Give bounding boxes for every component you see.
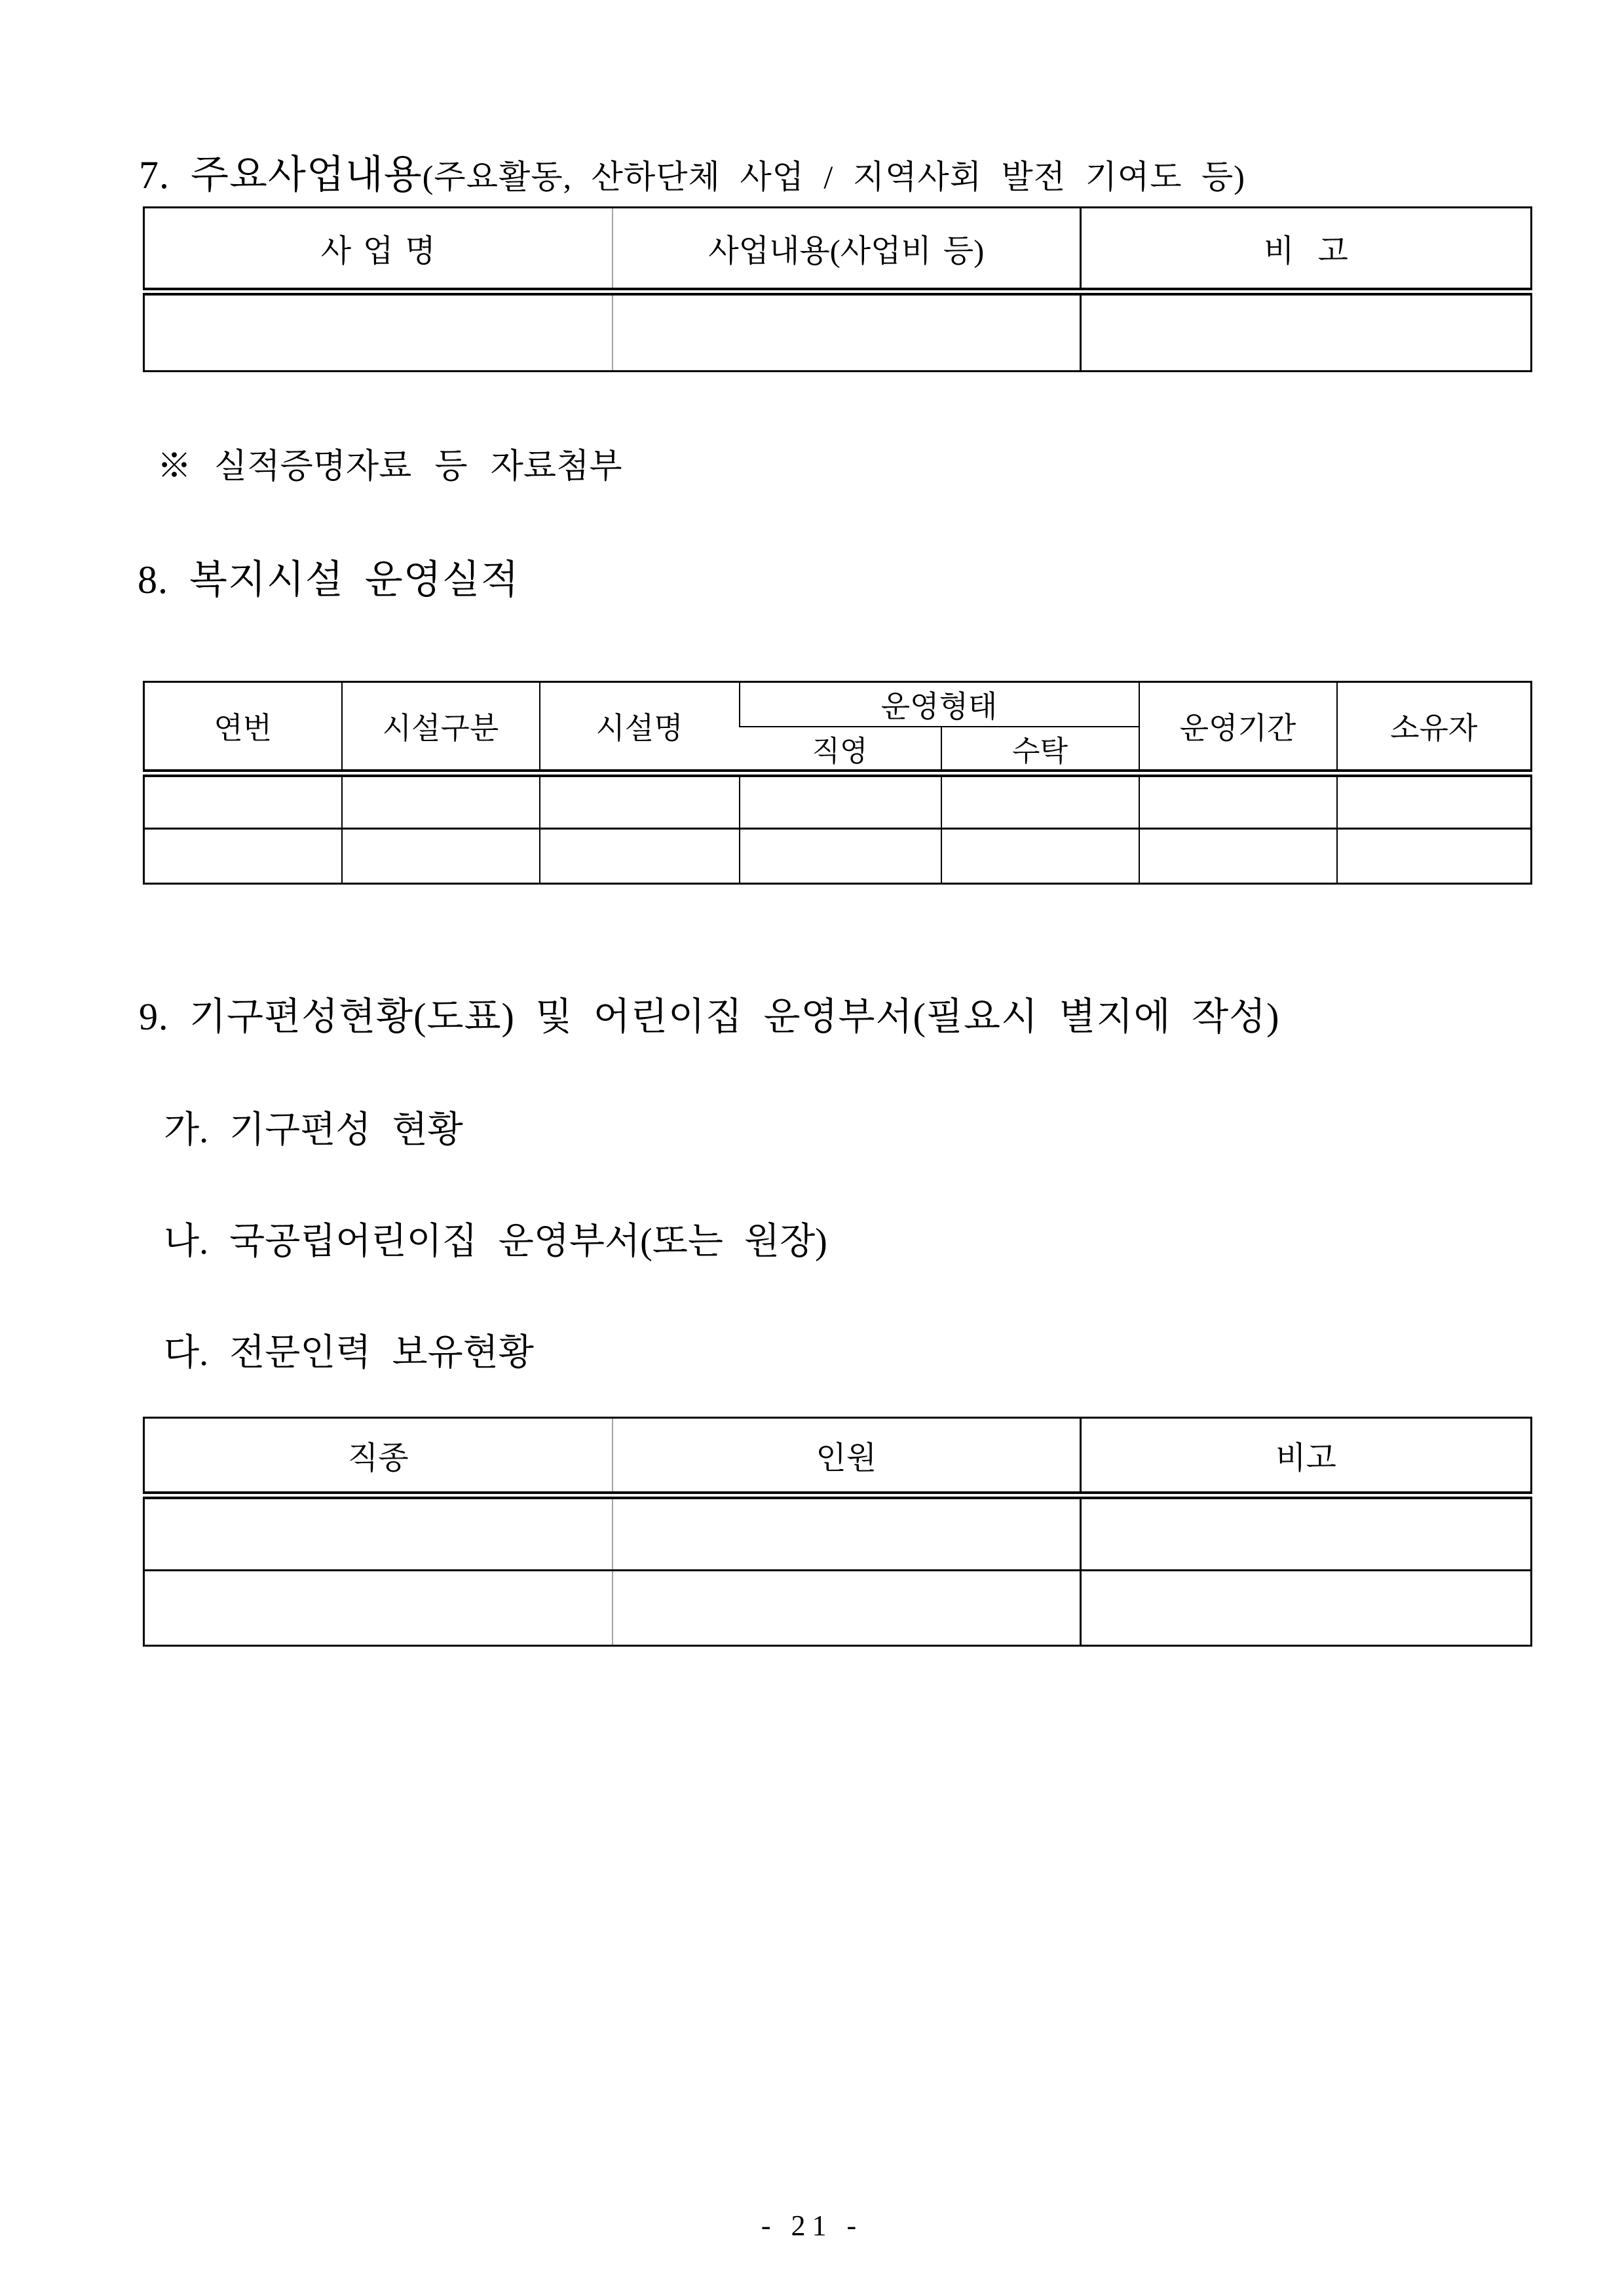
table-cell	[144, 1495, 613, 1571]
table-header-row	[144, 1418, 1532, 1495]
table-row	[144, 1571, 1532, 1646]
job-type-header: 직종	[144, 1418, 613, 1495]
table-cell	[1081, 1571, 1532, 1646]
section7-heading-paren: (주요활동, 산하단체 사업 / 지역사회 발전 기여도 등)	[422, 159, 1245, 195]
table-cell	[144, 828, 342, 883]
table-cell	[740, 773, 941, 828]
section9-heading: 9. 기구편성현황(도표) 및 어린이집 운영부서(필요시 별지에 작성)	[139, 995, 1280, 1038]
table-row	[144, 773, 1532, 828]
table-cell	[540, 828, 740, 883]
table-cell	[1337, 773, 1532, 828]
business-remark-header: 비 고	[1081, 208, 1532, 292]
table-cell	[1337, 828, 1532, 883]
operation-period-header: 운영기간	[1139, 682, 1337, 774]
personnel-table	[143, 1417, 1532, 1647]
page-number: - 21 -	[761, 2210, 863, 2242]
table-cell	[342, 773, 540, 828]
table-row	[144, 292, 1532, 372]
table-cell	[941, 773, 1139, 828]
table-cell	[1139, 773, 1337, 828]
section9-item-da: 다. 전문인력 보유현황	[164, 1333, 534, 1373]
section7-heading	[139, 153, 1245, 197]
table-cell	[1139, 828, 1337, 883]
table-cell	[740, 828, 941, 883]
table-cell	[613, 1571, 1081, 1646]
operation-direct-header: 직영	[740, 727, 941, 773]
section9-item-ga: 가. 기구편성 현황	[164, 1110, 463, 1151]
table-cell	[342, 828, 540, 883]
section9-item-na: 나. 국공립어린이집 운영부서(또는 원장)	[164, 1221, 827, 1262]
facility-table	[143, 681, 1532, 885]
table-cell	[1081, 1495, 1532, 1571]
headcount-header: 인원	[613, 1418, 1081, 1495]
seq-header: 연번	[144, 682, 342, 774]
operation-entrusted-header: 수탁	[941, 727, 1139, 773]
business-detail-header: 사업내용(사업비 등)	[613, 208, 1081, 292]
remark-header: 비고	[1081, 1418, 1532, 1495]
operation-type-group-header: 운영형태	[740, 682, 1139, 727]
table-cell	[144, 1571, 613, 1646]
table-cell	[941, 828, 1139, 883]
table-row	[144, 1495, 1532, 1571]
table-cell	[540, 773, 740, 828]
table-cell	[613, 1495, 1081, 1571]
table-row	[144, 828, 1532, 883]
table-cell	[144, 292, 613, 372]
table-cell	[1081, 292, 1532, 372]
business-name-header: 사 업 명	[144, 208, 613, 292]
facility-name-header: 시설명	[540, 682, 740, 774]
owner-header: 소유자	[1337, 682, 1532, 774]
attachment-note: ※ 실적증명자료 등 자료첨부	[157, 448, 622, 486]
facility-type-header: 시설구분	[342, 682, 540, 774]
section8-heading: 8. 복지시설 운영실적	[138, 558, 519, 602]
section7-heading-main: 7. 주요사업내용	[139, 153, 423, 197]
business-table	[143, 206, 1532, 372]
table-cell	[613, 292, 1081, 372]
table-header-row	[144, 682, 1532, 727]
table-cell	[144, 773, 342, 828]
table-header-row	[144, 208, 1532, 292]
